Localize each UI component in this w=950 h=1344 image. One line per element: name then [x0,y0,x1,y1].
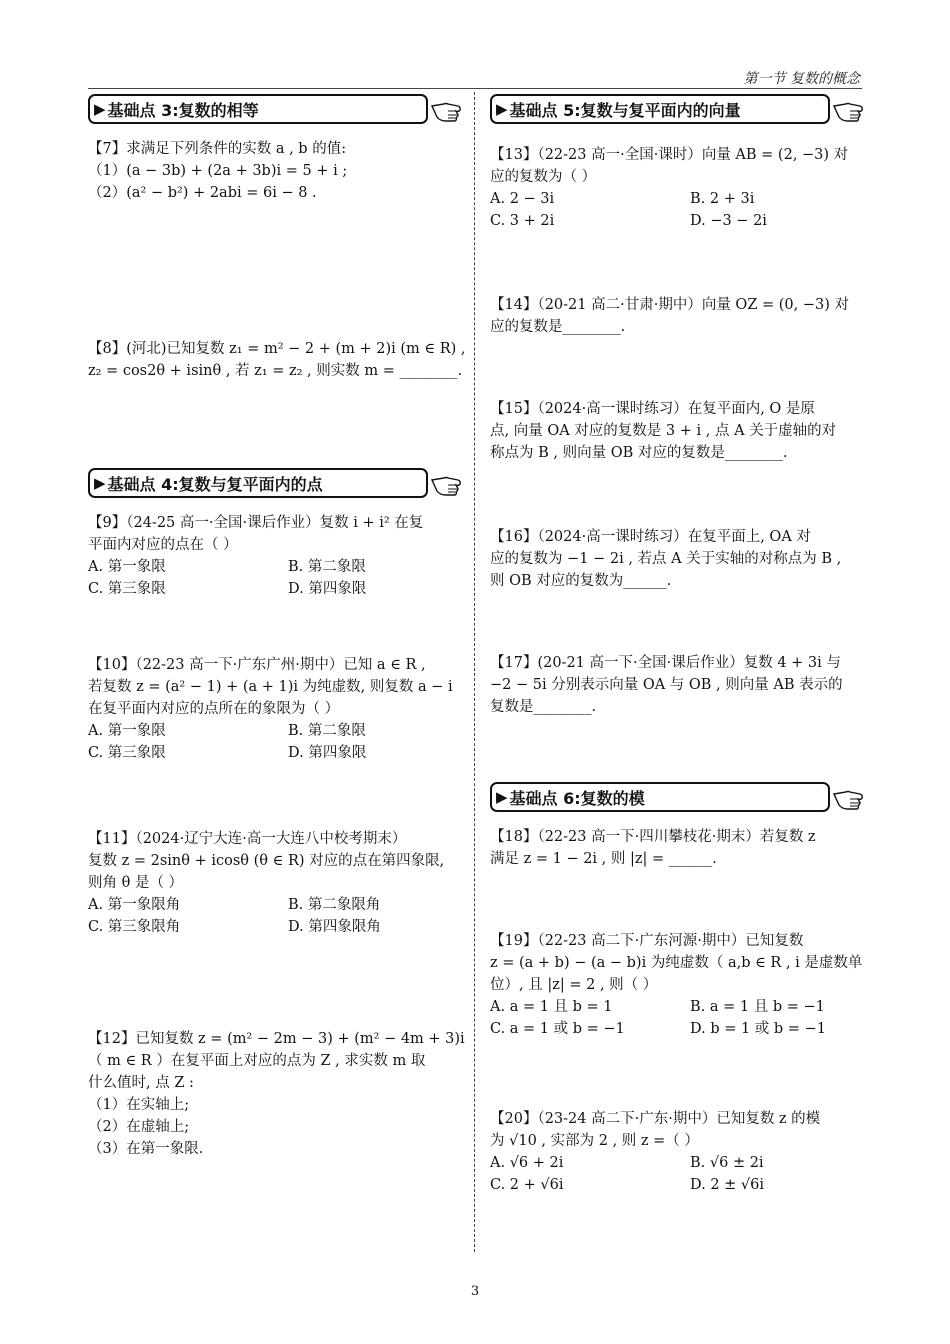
chapter-section-title: 第一节 复数的概念 [743,71,860,87]
option-b: B. a = 1 且 b = −1 [690,999,825,1015]
question-9: 【9】（24-25 高一·全国·课后作业）复数 i + i² 在复 平面内对应的点在（ ） A. 第一象限 B. 第二象限 C. 第三象限 D. 第四象限 [88,512,488,600]
option-d: D. 第四象限 [288,745,367,761]
option-a: A. 2 − 3i [490,191,555,207]
section-heading-3 [88,92,464,126]
question-19: 【19】（22-23 高二下·广东河源·期中）已知复数 z = (a + b) − (a − b)i 为纯虚数（ a,b ∈ R , i 是虚数单 位）, 且 |z| = 2 , 则（ ） A. a = 1 且 b = 1 B. a = 1 且 b = −1 C. a = 1 或 b = −1 D. b = 1 或 b = −1 [490,930,890,1040]
question-8: 【8】(河北)已知复数 z₁ = m² − 2 + (m + 2)i (m ∈ R) , z₂ = cos2θ + isinθ , 若 z₁ = z₂ , 则实数 m = ________. [88,341,466,379]
option-d: D. −3 − 2i [690,213,767,229]
question-17: 【17】(20-21 高一下·全国·课后作业）复数 4 + 3i 与 −2 − 5i 分别表示向量 OA 与 OB , 则向量 AB 表示的 复数是________. [490,655,843,715]
option-c: C. 第三象限 [88,745,166,761]
section-title: 基础点 3:复数的相等 [107,100,259,120]
option-c: C. 3 + 2i [490,213,555,229]
section-title: 基础点 5:复数与复平面内的向量 [509,100,741,120]
option-a: A. a = 1 且 b = 1 [490,999,613,1015]
section-title: 基础点 6:复数的模 [509,788,645,808]
option-b: B. 第二象限 [288,559,366,575]
section-title: 基础点 4:复数与复平面内的点 [107,474,323,494]
triangle-right-icon: ▶ [496,788,508,806]
triangle-right-icon: ▶ [94,100,106,118]
question-10: 【10】（22-23 高一下·广东广州·期中）已知 a ∈ R , 若复数 z = (a² − 1) + (a + 1)i 为纯虚数, 则复数 a − i 在复平面内对应的点所在的象限为（ ） A. 第一象限 B. 第二象限 C. 第三象限 D. 第四象限 [88,654,488,764]
section-heading-5 [490,92,866,126]
pointing-hand-icon [832,94,866,124]
option-c: C. 第三象限 [88,581,166,597]
option-b: B. √6 ± 2i [690,1155,764,1171]
section-heading-4 [88,466,464,500]
option-c: C. a = 1 或 b = −1 [490,1021,625,1037]
header-rule [88,88,862,89]
option-c: C. 第三象限角 [88,919,181,935]
option-b: B. 第二象限角 [288,897,381,913]
question-15: 【15】（2024·高一课时练习）在复平面内, O 是原 点, 向量 OA 对应的复数是 3 + i , 点 A 关于虚轴的对 称点为 B , 则向量 OB 对应的复数是________. [490,401,837,461]
option-a: A. 第一象限 [88,723,166,739]
question-13: 【13】（22-23 高一·全国·课时）向量 AB = (2, −3) 对 应的复数为（ ） A. 2 − 3i B. 2 + 3i C. 3 + 2i D. −3 − 2i [490,144,890,232]
option-a: A. √6 + 2i [490,1155,564,1171]
page-number: 3 [470,1284,480,1299]
question-7: 【7】求满足下列条件的实数 a , b 的值: （1）(a − 3b) + (2a + 3b)i = 5 + i ; （2）(a² − b²) + 2abi = 6i − 8 . [88,141,348,201]
option-d: D. 2 ± √6i [690,1177,765,1193]
question-12: 【12】已知复数 z = (m² − 2m − 3) + (m² − 4m + 3)i （ m ∈ R ）在复平面上对应的点为 Z , 求实数 m 取 什么值时, 点 Z : （1）在实轴上; （2）在虚轴上; （3）在第一象限. [88,1031,465,1157]
question-14: 【14】（20-21 高二·甘肃·期中）向量 OZ = (0, −3) 对 应的复数是________. [490,297,850,335]
question-18: 【18】（22-23 高一下·四川攀枝花·期末）若复数 z 满足 z = 1 − 2i , 则 |z| = ______. [490,829,816,867]
option-a: A. 第一象限 [88,559,166,575]
question-20: 【20】（23-24 高二下·广东·期中）已知复数 z 的模 为 √10 , 实部为 2 , 则 z =（ ） A. √6 + 2i B. √6 ± 2i C. 2 + √6i D. 2 ± √6i [490,1108,890,1196]
pointing-hand-icon [832,782,866,812]
triangle-right-icon: ▶ [496,100,508,118]
option-c: C. 2 + √6i [490,1177,564,1193]
section-heading-6 [490,780,866,814]
option-b: B. 2 + 3i [690,191,755,207]
triangle-right-icon: ▶ [94,474,106,492]
question-11: 【11】（2024·辽宁大连·高一大连八中校考期末） 复数 z = 2sinθ + icosθ (θ ∈ R) 对应的点在第四象限, 则角 θ 是（ ） A. 第一象限角 B. 第二象限角 C. 第三象限角 D. 第四象限角 [88,828,488,938]
pointing-hand-icon [430,94,464,124]
option-d: D. 第四象限 [288,581,367,597]
option-d: D. 第四象限角 [288,919,381,935]
option-a: A. 第一象限角 [88,897,181,913]
option-b: B. 第二象限 [288,723,366,739]
pointing-hand-icon [430,468,464,498]
question-16: 【16】（2024·高一课时练习）在复平面上, OA 对 应的复数为 −1 − 2i , 若点 A 关于实轴的对称点为 B , 则 OB 对应的复数为______. [490,529,842,589]
option-d: D. b = 1 或 b = −1 [690,1021,826,1037]
